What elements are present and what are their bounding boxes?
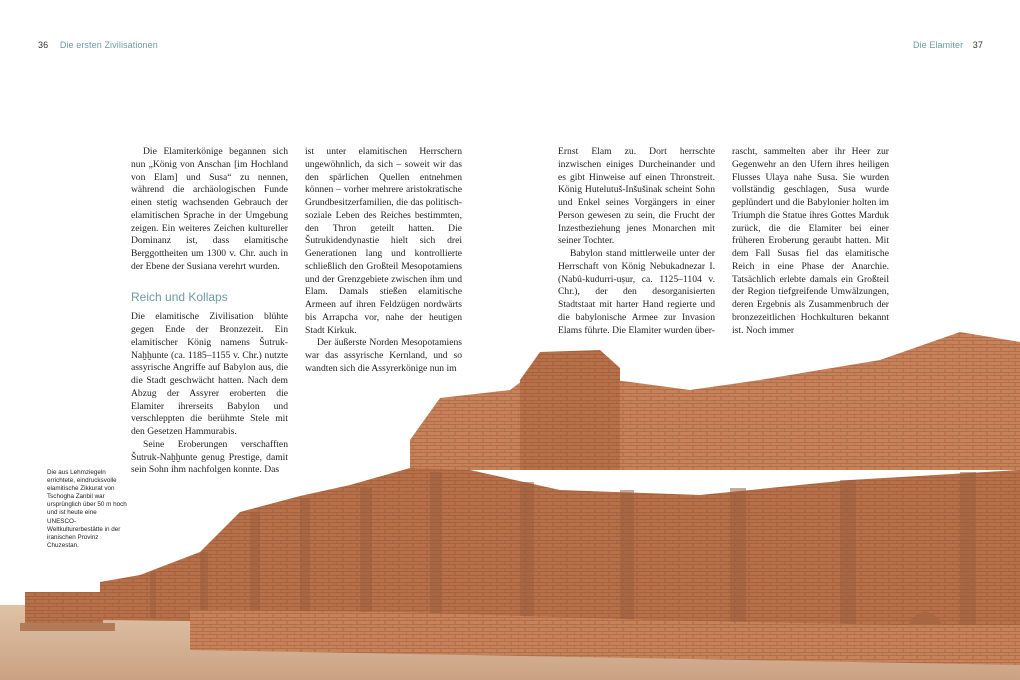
- ziggurat-main-wall: [100, 468, 1020, 630]
- paragraph: Die elamitische Zivilisation blühte gegen Ende der Bronzezeit. Ein elamitischer König namens Šutruk-Naḫḫunte (ca. 1185–1155 v. Chr.) nutzte assyrische Angriffe auf Babylon aus, die die Stadt geschwächt hatten. Nach dem Abzug der Assyrer eroberten die Elamiter ihrerseits Babylon und verschleppten die berühmte Stele mit den Gesetzen Hammurabis.: [131, 311, 288, 437]
- subheading-reich-und-kollaps: Reich und Kollaps: [131, 289, 228, 304]
- right-page-number: 37: [972, 40, 983, 50]
- photo-caption: Die aus Lehmziegeln errichtete, eindrucksvolle elamitische Zikkurat von Tschogha Zanbil war ursprünglich über 50 m hoch und ist heute eine UNESCO-Weltkulturerbestätte in der iranischen Provinz Chuzestan.: [47, 469, 127, 549]
- ziggurat-upper-tier: [410, 332, 1020, 470]
- text-column-4: [732, 146, 889, 337]
- left-page-number: 36: [38, 40, 49, 50]
- paragraph: Babylon stand mittlerweile unter der Herrschaft von König Nebukadnezar I. (Nabû-kudurri-uṣur, ca. 1125–1104 v. Chr.), der den desorganisierten Stadtstaat mit harter Hand regierte und die babylonische Armee zur Invasion Elams führte. Die Elamiter wurden über-: [558, 248, 715, 336]
- text-column-1: [131, 146, 288, 477]
- paragraph: Seine Eroberungen verschafften Šutruk-Naḫḫunte genug Prestige, damit sein Sohn ihm nachfolgen konnte. Das: [131, 438, 288, 476]
- text-column-3: [558, 146, 715, 337]
- paragraph: ist unter elamitischen Herrschern ungewöhnlich, da sich – soweit wir das den spärlichen Quellen entnehmen können – vorher mehrere aristokratische Grundbesitzerfamilien, die das politisch-soziale Leben des Reiches bestimmten, den Thron geteilt hatten. Die Šutrukidendynastie hielt sich drei Generationen lang und kontrollierte schließlich den Großteil Mesopotamiens und der Grenzgebiete zwischen ihm und Elam. Damals stießen elamitische Armeen auf ihren Feldzügen nordwärts bis Arrapcha vor, nahe der heutigen Stadt Kirkuk.: [305, 146, 462, 336]
- right-section-title: Die Elamiter: [912, 40, 964, 50]
- left-section-title: Die ersten Zivilisationen: [59, 40, 158, 50]
- right-page-header: [913, 40, 983, 50]
- paragraph: Ernst Elam zu. Dort herrschte inzwischen einiges Durcheinander und es gibt Hinweise auf einen Thronstreit. König Hutelutuš-Inšušinak scheint Sohn und Enkel seines Vorgängers in einer Person gewesen zu sein, die Frucht der Inzestbeziehung jenes Monarchen mit seiner Tochter.: [558, 146, 715, 247]
- ziggurat-tower: [520, 350, 620, 470]
- paragraph: Die Elamiterkönige begannen sich nun „König von Anschan [im Hochland von Elam] und Susa“ zu nennen, während die archäologischen Funde einen stetig wachsenden Gebrauch der elamitischen Sprache in der Umgebung zeigen. Ein weiteres Zeichen kultureller Dominanz ist, dass elamitische Berggottheiten um 1300 v. Chr. auch in der Ebene der Susiana verehrt wurden.: [131, 146, 288, 272]
- left-page-header: [38, 40, 158, 50]
- paragraph: Der äußerste Norden Mesopotamiens war das assyrische Kernland, und so wandten sich die Assyrerkönige nun im: [305, 337, 462, 374]
- text-column-2: [305, 146, 462, 376]
- paragraph: rascht, sammelten aber ihr Heer zur Gegenwehr an den Ufern ihres heiligen Flusses Ulaya nahe Susa. Sie wurden vollständig geschlagen, Susa wurde geplündert und die Babylonier holten im Triumph die Statue ihres Gottes Marduk zurück, die die Elamiter bei einer früheren Eroberung geraubt hatten. Mit dem Fall Susas fiel das elamitische Reich in eine Phase der Anarchie. Tatsächlich erlebte damals ein Großteil der Region tiefgreifende Umwälzungen, deren Ergebnis als Zusammenbruch der bronzezeitlichen Hochkulturen bekannt ist. Noch immer: [732, 146, 889, 336]
